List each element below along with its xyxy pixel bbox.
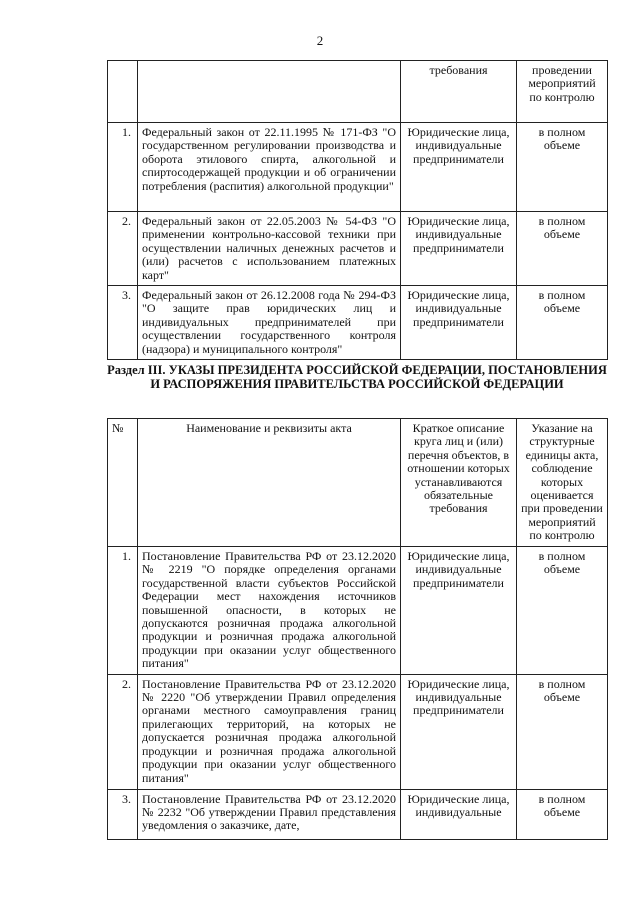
row-scope: в полном объеме <box>517 789 608 839</box>
row-num: 2. <box>108 212 138 286</box>
row-act-name: Федеральный закон от 22.11.1995 № 171-ФЗ "О государственном регулировании производства и оборота этилового спирта, алкогольной и спиртосодержащей продукции и об ограничении потребления (распития) алкогольной продукции" <box>138 123 401 212</box>
table-header-row <box>108 61 608 123</box>
row-num: 3. <box>108 789 138 839</box>
row-act-name: Постановление Правительства РФ от 23.12.2020 № 2220 "Об утверждении Правил определения органами местного самоуправления границ прилегающих территорий, на которых не допускается розничная продажа алкогольной продукции и розничная продажа алкогольной продукции при оказании услуг общественного питания" <box>138 674 401 789</box>
row-scope: в полном объеме <box>517 123 608 212</box>
header-name: Наименование и реквизиты акта <box>138 419 401 547</box>
header-scope: проведении мероприятий по контролю <box>517 61 608 123</box>
row-circle: Юридические лица, индивидуальные предприниматели <box>401 547 517 675</box>
row-act-name: Федеральный закон от 26.12.2008 года № 294-ФЗ "О защите прав юридических лиц и индивидуальных предпринимателей при осуществлении государственного контроля (надзора) и муниципального контроля" <box>138 286 401 360</box>
row-circle: Юридические лица, индивидуальные <box>401 789 517 839</box>
table-row <box>108 286 608 360</box>
row-num: 3. <box>108 286 138 360</box>
row-scope: в полном объеме <box>517 547 608 675</box>
row-scope: в полном объеме <box>517 212 608 286</box>
row-circle: Юридические лица, индивидуальные предприниматели <box>401 123 517 212</box>
row-scope: в полном объеме <box>517 674 608 789</box>
row-scope: в полном объеме <box>517 286 608 360</box>
header-circle: Краткое описание круга лиц и (или) перечня объектов, в отношении которых устанавливаются обязательные требования <box>401 419 517 547</box>
row-num: 1. <box>108 123 138 212</box>
table-row <box>108 123 608 212</box>
row-num: 2. <box>108 674 138 789</box>
table-row <box>108 547 608 675</box>
header-name <box>138 61 401 123</box>
header-scope: Указание на структурные единицы акта, соблюдение которых оценивается при проведении мероприятий по контролю <box>517 419 608 547</box>
table-header-row <box>108 419 608 547</box>
table-row <box>108 212 608 286</box>
table-government-acts <box>107 418 608 840</box>
row-act-name: Постановление Правительства РФ от 23.12.2020 № 2219 "О порядке определения органами государственной власти субъектов Российской Федерации мест нахождения источников повышенной опасности, в которых не допускаются розничная продажа алкогольной продукции и розничная продажа алкогольной продукции при оказании услуг общественного питания" <box>138 547 401 675</box>
table-federal-laws <box>107 60 608 360</box>
header-num: № <box>108 419 138 547</box>
row-circle: Юридические лица, индивидуальные предприниматели <box>401 286 517 360</box>
page-number: 2 <box>316 33 324 48</box>
table-row <box>108 674 608 789</box>
table-row <box>108 789 608 839</box>
row-circle: Юридические лица, индивидуальные предприниматели <box>401 674 517 789</box>
section-title: Раздел III. УКАЗЫ ПРЕЗИДЕНТА РОССИЙСКОЙ ФЕДЕРАЦИИ, ПОСТАНОВЛЕНИЯ И РАСПОРЯЖЕНИЯ ПРАВИТЕЛЬСТВА РОССИЙСКОЙ ФЕДЕРАЦИИ <box>107 363 607 391</box>
row-circle: Юридические лица, индивидуальные предприниматели <box>401 212 517 286</box>
row-act-name: Постановление Правительства РФ от 23.12.2020 № 2232 "Об утверждении Правил представления уведомления о заказчике, дате, <box>138 789 401 839</box>
row-num: 1. <box>108 547 138 675</box>
header-circle: требования <box>401 61 517 123</box>
header-num <box>108 61 138 123</box>
row-act-name: Федеральный закон от 22.05.2003 № 54-ФЗ "О применении контрольно-кассовой техники при осуществлении наличных денежных расчетов и (или) расчетов с использованием платежных карт" <box>138 212 401 286</box>
